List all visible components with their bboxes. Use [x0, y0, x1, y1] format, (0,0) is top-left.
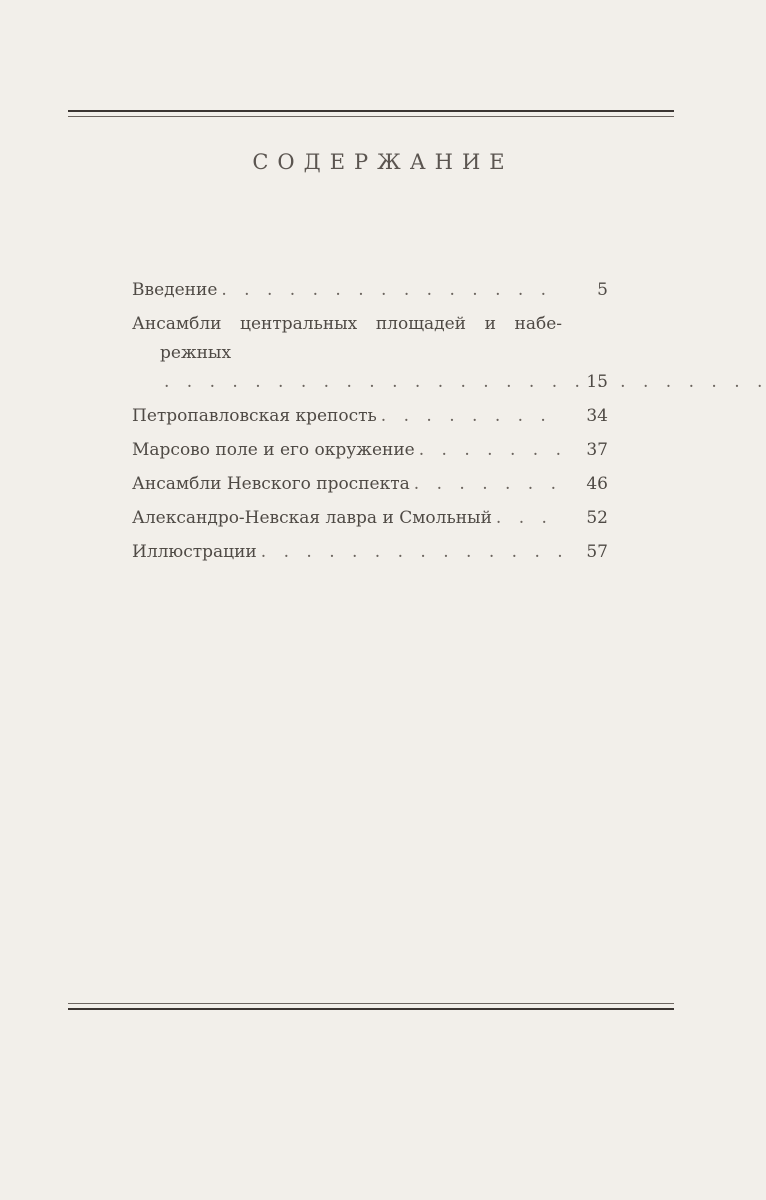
toc-entry-label-line2: режных [160, 343, 232, 363]
toc-entry-label: Иллюстрации [132, 542, 257, 562]
toc-entry-label: Марсово поле и его окружение [132, 440, 415, 460]
bottom-rule-thick [68, 1008, 674, 1010]
dot-leader [261, 538, 562, 567]
dot-leader [419, 436, 562, 465]
toc-entry-page: 5 [597, 280, 608, 300]
table-of-contents [132, 276, 608, 572]
toc-entry-nevsky-prospect [132, 470, 608, 499]
toc-entry-label: Петропавловская крепость [132, 406, 377, 426]
dot-leader [381, 402, 562, 431]
toc-entry-illustrations [132, 538, 608, 567]
dot-leader [496, 504, 562, 533]
toc-entry-page: 52 [586, 508, 608, 528]
toc-entry-central-squares [132, 310, 608, 397]
toc-entry-peter-paul-fortress [132, 402, 608, 431]
top-rule [68, 110, 674, 117]
toc-entry-page: 15 [586, 372, 608, 392]
bottom-rule-thin [68, 1003, 674, 1004]
dot-leader [221, 276, 562, 305]
top-rule-thick [68, 110, 674, 112]
top-rule-thin [68, 116, 674, 117]
page-title: СОДЕРЖАНИЕ [252, 150, 514, 174]
toc-entry-field-of-mars [132, 436, 608, 465]
toc-entry-label: Ансамбли Невского проспекта [132, 474, 410, 494]
toc-entry-label: Александро-Невская лавра и Смольный [132, 508, 492, 528]
toc-entry-page: 37 [586, 440, 608, 460]
toc-entry-label-line1: Ансамбли центральных площадей и набе- [132, 314, 562, 334]
toc-entry-alexander-nevsky-lavra [132, 504, 608, 533]
toc-entry-page: 34 [586, 406, 608, 426]
bottom-rule [68, 1003, 674, 1010]
toc-entry-label: Введение [132, 280, 218, 300]
toc-entry-introduction [132, 276, 608, 305]
dot-leader [414, 470, 562, 499]
dot-leader [164, 372, 766, 392]
toc-entry-page: 46 [586, 474, 608, 494]
toc-entry-page: 57 [586, 542, 608, 562]
